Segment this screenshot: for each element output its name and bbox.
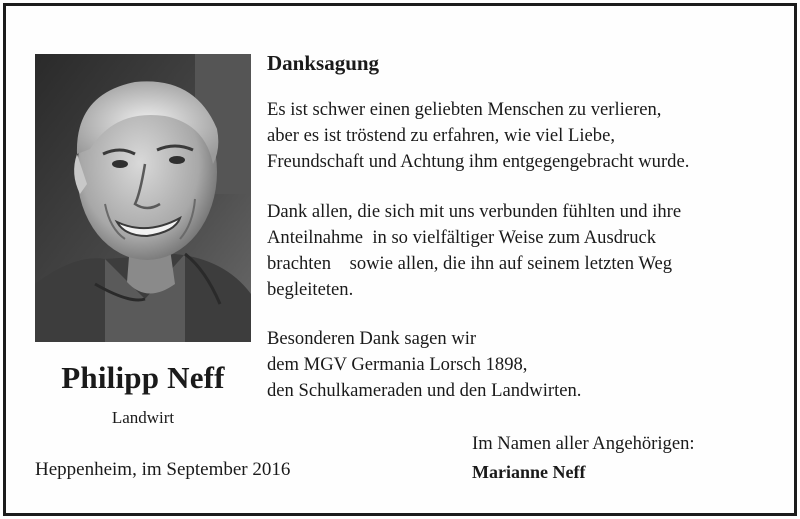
paragraph-line: begleiteten. [267, 279, 354, 300]
thanks-paragraph [267, 97, 689, 175]
thanks-paragraph [267, 199, 681, 303]
paragraph-line: brachten sowie allen, die ihn auf seinem letzten Weg [267, 253, 673, 274]
paragraph-line: aber es ist tröstend zu erfahren, wie viel Liebe, [267, 125, 615, 146]
on-behalf-line: Im Namen aller Angehörigen: [472, 433, 695, 454]
portrait-photo [35, 54, 251, 342]
paragraph-line: den Schulkameraden und den Landwirten. [267, 380, 582, 401]
paragraph-line: Es ist schwer einen geliebten Menschen zu verlieren, [267, 99, 662, 120]
deceased-occupation: Landwirt [111, 408, 175, 427]
deceased-name: Philipp Neff [61, 360, 225, 395]
paragraph-line: Anteilnahme in so vielfältiger Weise zum Ausdruck [267, 227, 657, 248]
paragraph-line: Freundschaft und Achtung ihm entgegengebracht wurde. [267, 151, 690, 172]
paragraph-line: Dank allen, die sich mit uns verbunden fühlten und ihre [267, 201, 682, 222]
place-date-line: Heppenheim, im September 2016 [35, 459, 291, 480]
paragraph-line: dem MGV Germania Lorsch 1898, [267, 354, 528, 375]
obituary-notice [3, 3, 797, 516]
paragraph-line: Besonderen Dank sagen wir [267, 328, 477, 349]
notice-heading: Danksagung [267, 51, 380, 75]
thanks-paragraph [267, 326, 581, 404]
signer-name: Marianne Neff [472, 462, 586, 482]
